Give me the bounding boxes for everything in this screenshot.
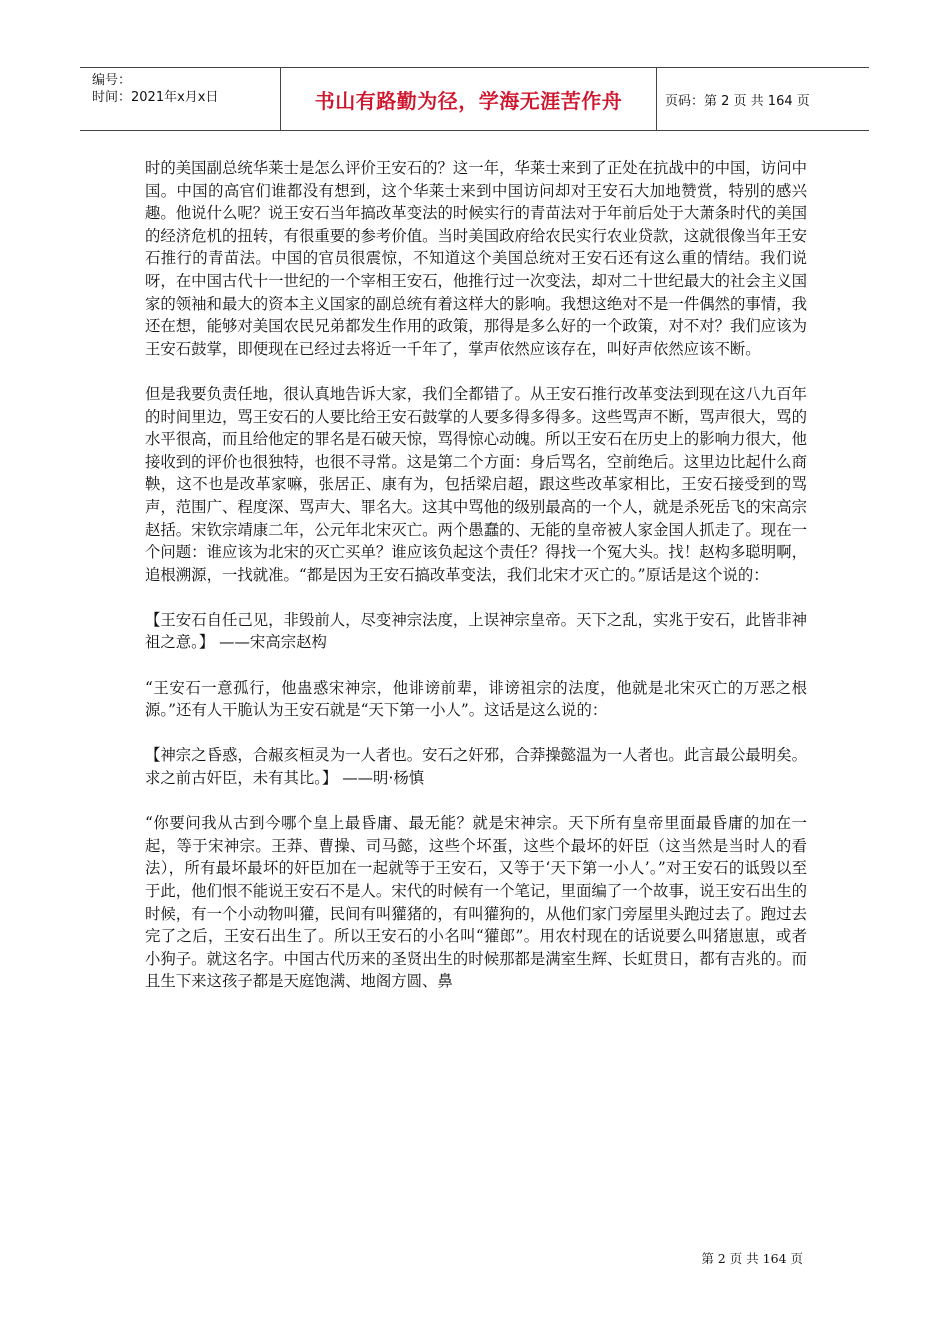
- paragraph: “王安石一意孤行，他蛊惑宋神宗，他诽谤前辈，诽谤祖宗的法度，他就是北宋灭亡的万恶之根源。”还有人干脆认为王安石就是“天下第一小人”。这话是这么说的：: [145, 678, 807, 720]
- page-header: [80, 67, 869, 131]
- quote-paragraph: 【王安石自任己见，非毁前人，尽变神宗法度，上误神宗皇帝。天下之乱，实兆于安石，此皆非神祖之意。】 ——宋高宗赵构: [145, 610, 807, 652]
- doc-number-label: 编号：: [92, 73, 132, 88]
- header-info-cell: [80, 68, 281, 130]
- header-motto: 书山有路勤为径，学海无涯苦作舟: [281, 68, 657, 130]
- document-body: [145, 157, 807, 1016]
- header-page-code: 页码：第 2 页 共 164 页: [665, 93, 810, 109]
- quote-paragraph: 【神宗之昏惑，合赧亥桓灵为一人者也。安石之奸邪，合莽操懿温为一人者也。此言最公最明矣。求之前古奸臣，未有其比。】 ——明·杨慎: [145, 746, 807, 788]
- doc-date-label: 时间：2021年x月x日: [92, 90, 219, 105]
- page-footer: 第 2 页 共 164 页: [701, 1251, 803, 1266]
- paragraph: “你要问我从古到今哪个皇上最昏庸、最无能？就是宋神宗。天下所有皇帝里面最昏庸的加在一起，等于宋神宗。王莽、曹操、司马懿，这些个坏蛋，这些个最坏的奸臣（这当然是当时人的看法），所有最坏最坏的奸臣加在一起就等于王安石，又等于‘天下第一小人’。”对王安石的诋毁以至于此，他们恨不能说王安石不是人。宋代的时候有一个笔记，里面编了一个故事，说王安石出生的时候，有一个小动物叫獾，民间有叫獾猪的，有叫獾狗的，从他们家门旁屋里头跑过去了。跑过去完了之后，王安石出生了。所以王安石的小名叫“獾郎”。用农村现在的话说要么叫猪崽崽，或者小狗子。就这名字。中国古代历来的圣贤出生的时候那都是满室生辉、长虹贯日，都有吉兆的。而且生下来这孩子都是天庭饱满、地阁方圆、鼻: [145, 814, 807, 991]
- paragraph: 时的美国副总统华莱士是怎么评价王安石的？这一年，华莱士来到了正处在抗战中的中国，访问中国。中国的高官们谁都没有想到，这个华莱士来到中国访问却对王安石大加地赞赏，特别的感兴趣。他说什么呢？说王安石当年搞改革变法的时候实行的青苗法对于年前后处于大萧条时代的美国的经济危机的扭转，有很重要的参考价值。当时美国政府给农民实行农业贷款，这就很像当年王安石推行的青苗法。中国的官员很震惊，不知道这个美国总统对王安石还有这么重的情结。我们说呀，在中国古代十一世纪的一个宰相王安石，他推行过一次变法，却对二十世纪最大的社会主义国家的领袖和最大的资本主义国家的副总统有着这样大的影响。我想这绝对不是一件偶然的事情，我还在想，能够对美国农民兄弟都发生作用的政策，那得是多么好的一个政策，对不对？我们应该为王安石鼓掌，即便现在已经过去将近一千年了，掌声依然应该存在，叫好声依然应该不断。: [145, 159, 807, 358]
- paragraph: 但是我要负责任地，很认真地告诉大家，我们全都错了。从王安石推行改革变法到现在这八九百年的时间里边，骂王安石的人要比给王安石鼓掌的人要多得多得多。这些骂声不断，骂声很大，骂的水平很高，而且给他定的罪名是石破天惊，骂得惊心动魄。所以王安石在历史上的影响力很大，他接收到的评价也很独特，也很不寻常。这是第二个方面：身后骂名，空前绝后。这里边比起什么商鞅，这不也是改革家嘛，张居正、康有为，包括梁启超，跟这些改革家相比，王安石接受到的骂声，范围广、程度深、骂声大、罪名大。这其中骂他的级别最高的一个人，就是杀死岳飞的宋高宗赵括。宋钦宗靖康二年，公元年北宋灭亡。两个愚蠢的、无能的皇帝被人家金国人抓走了。现在一个问题：谁应该为北宋的灭亡买单？谁应该负起这个责任？得找一个冤大头。找！赵构多聪明啊，追根溯源，一找就准。“都是因为王安石搞改革变法，我们北宋才灭亡的。”原话是这个说的：: [145, 384, 807, 584]
